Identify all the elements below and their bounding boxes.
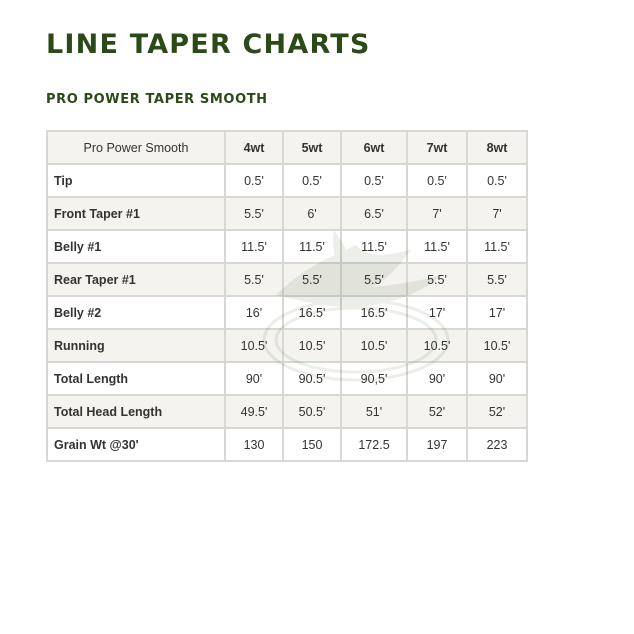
table-cell: 7'	[467, 197, 527, 230]
table-cell: 150	[283, 428, 341, 461]
table-body	[47, 164, 527, 461]
table-row-tip	[47, 164, 527, 197]
table-cell: 50.5'	[283, 395, 341, 428]
table-cell: 16.5'	[341, 296, 407, 329]
table-cell: 90'	[467, 362, 527, 395]
table-cell: 0.5'	[341, 164, 407, 197]
table-cell: 5.5'	[467, 263, 527, 296]
table-cell: 197	[407, 428, 467, 461]
row-label: Front Taper #1	[47, 197, 225, 230]
row-label: Belly #2	[47, 296, 225, 329]
table-cell: 0.5'	[467, 164, 527, 197]
table-cell: 5.5'	[341, 263, 407, 296]
page-title: LINE TAPER CHARTS	[46, 29, 371, 60]
row-label: Total Head Length	[47, 395, 225, 428]
table-cell: 5.5'	[283, 263, 341, 296]
table-row-grain-wt-30	[47, 428, 527, 461]
table-cell: 51'	[341, 395, 407, 428]
section-title: PRO POWER TAPER SMOOTH	[46, 92, 268, 107]
table-cell: 10.5'	[283, 329, 341, 362]
column-header-8wt: 8wt	[467, 131, 527, 164]
table-row-belly-2	[47, 296, 527, 329]
row-label: Running	[47, 329, 225, 362]
table-cell: 17'	[467, 296, 527, 329]
row-label: Tip	[47, 164, 225, 197]
table-cell: 52'	[467, 395, 527, 428]
table-cell: 5.5'	[407, 263, 467, 296]
table-row-running	[47, 329, 527, 362]
column-header-6wt: 6wt	[341, 131, 407, 164]
row-label: Belly #1	[47, 230, 225, 263]
row-label: Rear Taper #1	[47, 263, 225, 296]
table-cell: 49.5'	[225, 395, 283, 428]
row-label: Grain Wt @30'	[47, 428, 225, 461]
column-header-7wt: 7wt	[407, 131, 467, 164]
table-row-belly-1	[47, 230, 527, 263]
table-cell: 11.5'	[341, 230, 407, 263]
table-row-total-head-length	[47, 395, 527, 428]
table-row-total-length	[47, 362, 527, 395]
table-cell: 16.5'	[283, 296, 341, 329]
table-cell: 0.5'	[225, 164, 283, 197]
table-cell: 10.5'	[407, 329, 467, 362]
table-cell: 11.5'	[283, 230, 341, 263]
table-cell: 52'	[407, 395, 467, 428]
table-cell: 10.5'	[341, 329, 407, 362]
table-cell: 17'	[407, 296, 467, 329]
table-cell: 7'	[407, 197, 467, 230]
table-row-front-taper-1	[47, 197, 527, 230]
table-header-row	[47, 131, 527, 164]
table-row-rear-taper-1	[47, 263, 527, 296]
table-cell: 90'	[225, 362, 283, 395]
column-header-5wt: 5wt	[283, 131, 341, 164]
table-cell: 5.5'	[225, 263, 283, 296]
table-cell: 223	[467, 428, 527, 461]
table-cell: 90.5'	[283, 362, 341, 395]
table-cell: 11.5'	[407, 230, 467, 263]
table-cell: 6'	[283, 197, 341, 230]
table-cell: 0.5'	[283, 164, 341, 197]
table-cell: 16'	[225, 296, 283, 329]
column-header-4wt: 4wt	[225, 131, 283, 164]
table-cell: 5.5'	[225, 197, 283, 230]
table-cell: 10.5'	[467, 329, 527, 362]
table-cell: 0.5'	[407, 164, 467, 197]
table-cell: 90'	[407, 362, 467, 395]
table-corner-header: Pro Power Smooth	[47, 131, 225, 164]
table-cell: 11.5'	[225, 230, 283, 263]
taper-table	[46, 130, 528, 462]
table-cell: 130	[225, 428, 283, 461]
table-cell: 10.5'	[225, 329, 283, 362]
table-cell: 11.5'	[467, 230, 527, 263]
row-label: Total Length	[47, 362, 225, 395]
table-cell: 6.5'	[341, 197, 407, 230]
table-cell: 90,5'	[341, 362, 407, 395]
table-cell: 172.5	[341, 428, 407, 461]
taper-table-container	[46, 130, 526, 480]
